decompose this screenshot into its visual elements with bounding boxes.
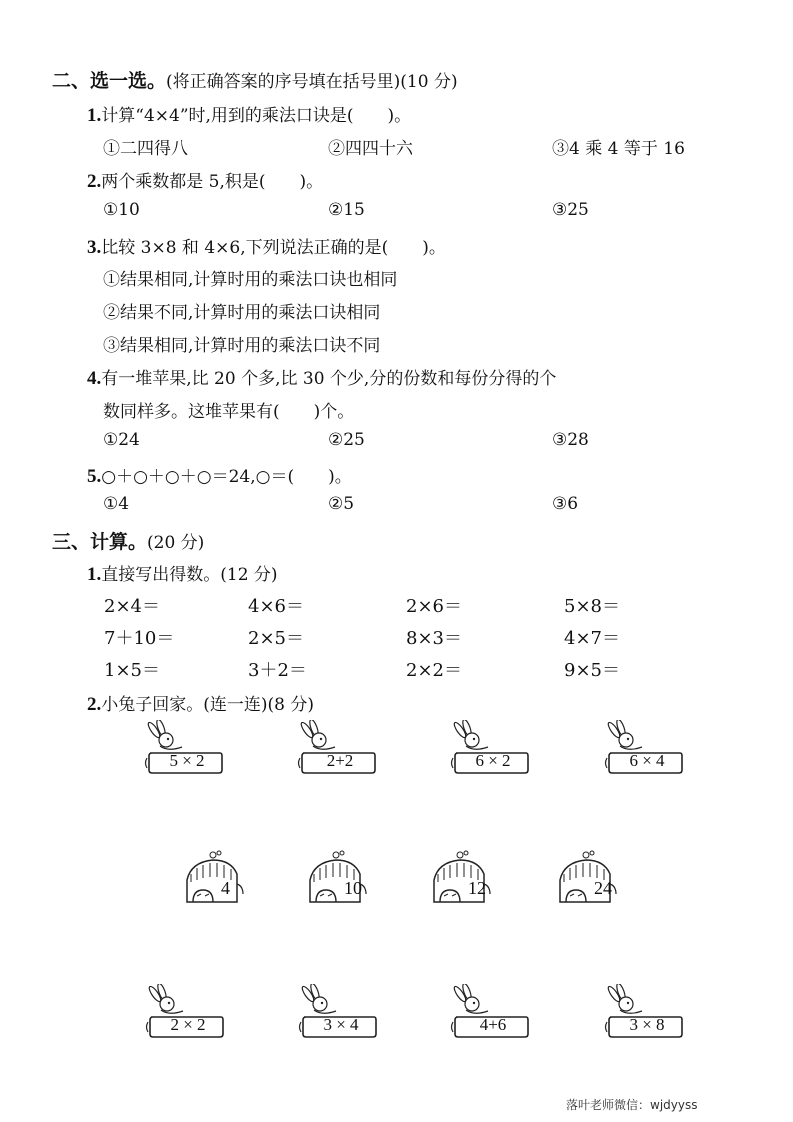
rabbit-card[interactable] (143, 984, 225, 1044)
section-3-heading (52, 527, 204, 554)
house-number: 12 (468, 878, 486, 898)
option: ②结果不同,计算时用的乘法口诀相同 (103, 303, 381, 323)
option: ①结果相同,计算时用的乘法口诀也相同 (103, 270, 398, 290)
house-number: 10 (344, 878, 362, 898)
calc-item: 2×4＝ (104, 596, 160, 617)
section-3-title: 三、计算。 (52, 531, 148, 553)
house[interactable] (556, 850, 638, 906)
calc-item: 4×6＝ (248, 596, 304, 617)
question-number: 2. (87, 171, 102, 192)
question-4-continued: 数同样多。这堆苹果有( )个。 (103, 402, 355, 422)
calc-item: 5×8＝ (564, 596, 620, 617)
rabbit-card-label: 6 × 4 (629, 751, 665, 770)
question-text: 计算“4×4”时,用到的乘法口诀是( )。 (101, 106, 412, 126)
question-text: 有一堆苹果,比 20 个多,比 30 个少,分的份数和每份分得的个 (101, 369, 557, 389)
section-2-note: (将正确答案的序号填在括号里)(10 分) (166, 72, 458, 92)
calc-item: 9×5＝ (564, 660, 620, 681)
calc-item: 1×5＝ (104, 660, 160, 681)
calc-item: 4×7＝ (564, 628, 620, 649)
rabbit-card-label: 5 × 2 (169, 751, 205, 770)
house[interactable] (183, 850, 265, 906)
rabbit-card[interactable] (296, 984, 378, 1044)
question-3 (87, 233, 446, 259)
question-4 (87, 364, 556, 390)
rabbit-card[interactable] (295, 720, 377, 780)
question-2 (87, 167, 323, 193)
house[interactable] (306, 850, 388, 906)
question-number: 4. (87, 368, 102, 389)
question-number: 5. (87, 466, 102, 487)
option: ③6 (552, 494, 579, 514)
section-3-note: (20 分) (147, 533, 205, 553)
rabbit-card-label: 4+6 (479, 1015, 507, 1034)
calc-item: 8×3＝ (406, 628, 462, 649)
rabbit-card[interactable] (602, 720, 684, 780)
house-number: 4 (221, 878, 230, 898)
rabbit-card-label: 6 × 2 (475, 751, 511, 770)
question-text: 小兔子回家。(连一连)(8 分) (101, 695, 314, 715)
rabbit-card[interactable] (602, 984, 684, 1044)
rabbit-card-label: 3 × 8 (629, 1015, 665, 1034)
calc-item: 2×2＝ (406, 660, 462, 681)
house-number: 24 (594, 878, 612, 898)
option: ①4 (103, 494, 130, 514)
question-number: 1. (87, 105, 102, 126)
rabbit-card-label: 3 × 4 (323, 1015, 359, 1034)
option: ③4 乘 4 等于 16 (552, 139, 685, 159)
option: ②四四十六 (328, 139, 413, 159)
question-5 (87, 462, 352, 488)
rabbit-card-label: 2+2 (326, 751, 354, 770)
house[interactable] (430, 850, 512, 906)
question-text: 比较 3×8 和 4×6,下列说法正确的是( )。 (101, 238, 446, 258)
option: ②25 (328, 430, 365, 450)
option: ③25 (552, 200, 589, 220)
question-text: ○＋○＋○＋○＝24,○＝( )。 (101, 467, 352, 487)
question-number: 3. (87, 237, 102, 258)
rabbit-card[interactable] (448, 720, 530, 780)
rabbit-card[interactable] (142, 720, 224, 780)
section-2-title: 二、选一选。 (52, 70, 167, 92)
calc-item: 7＋10＝ (104, 628, 175, 649)
question-number: 2. (87, 694, 102, 715)
option: ①24 (103, 430, 140, 450)
footer-text: 落叶老师微信：wjdyyss (566, 1098, 698, 1112)
rabbit-card[interactable] (448, 984, 530, 1044)
option: ②5 (328, 494, 355, 514)
question-1 (87, 101, 411, 127)
calc-question-2 (87, 690, 314, 716)
calc-item: 2×5＝ (248, 628, 304, 649)
calc-item: 3＋2＝ (248, 660, 307, 681)
calc-item: 2×6＝ (406, 596, 462, 617)
option: ②15 (328, 200, 365, 220)
question-text: 直接写出得数。(12 分) (101, 565, 278, 585)
rabbit-card-label: 2 × 2 (170, 1015, 206, 1034)
calc-question-1 (87, 560, 278, 586)
option: ③结果相同,计算时用的乘法口诀不同 (103, 336, 381, 356)
question-text: 两个乘数都是 5,积是( )。 (101, 172, 324, 192)
option: ①10 (103, 200, 140, 220)
section-2-heading (52, 66, 458, 93)
option: ③28 (552, 430, 589, 450)
option: ①二四得八 (103, 139, 188, 159)
question-number: 1. (87, 564, 102, 585)
